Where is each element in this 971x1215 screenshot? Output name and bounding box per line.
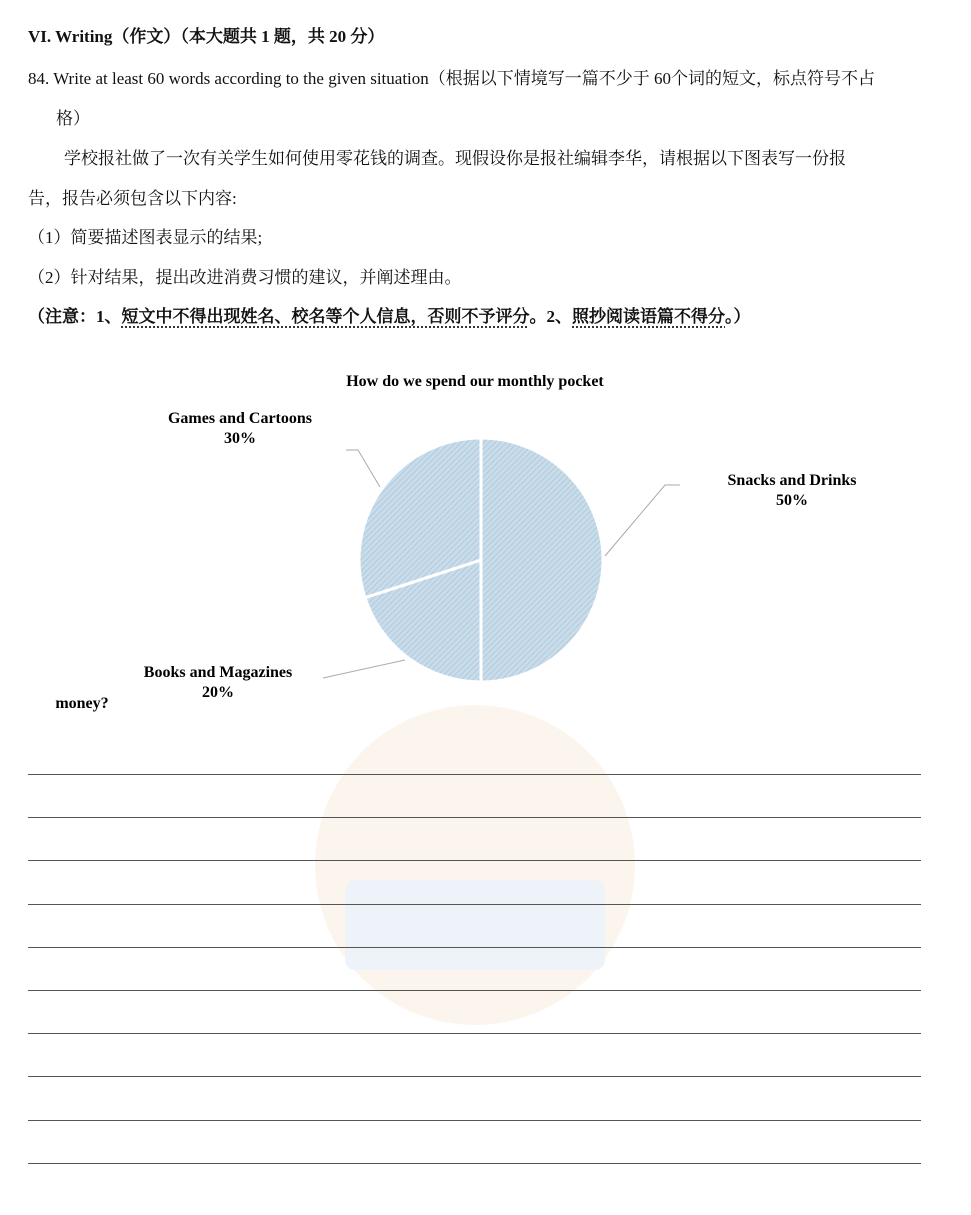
- answer-line[interactable]: [28, 1163, 921, 1164]
- slice-value-games: 30%: [224, 430, 256, 447]
- leader-line-games: [346, 450, 380, 487]
- answer-line[interactable]: [28, 990, 921, 991]
- leader-line-books: [323, 660, 405, 678]
- prompt-line-1: 学校报社做了一次有关学生如何使用零花钱的调查。现假设你是报社编辑李华，请根据以下图表写一份报: [64, 149, 846, 168]
- answer-line[interactable]: [28, 947, 921, 948]
- slice-value-books: 20%: [202, 684, 234, 701]
- note-line: [28, 302, 751, 327]
- watermark-logo: [285, 700, 665, 1030]
- prompt-line-2: 告，报告必须包含以下内容:: [28, 189, 237, 208]
- slice-value-snacks: 50%: [776, 492, 808, 509]
- leader-line-snacks: [605, 485, 680, 556]
- answer-line[interactable]: [28, 1033, 921, 1034]
- note-mid: 。2、: [529, 307, 572, 326]
- answer-line[interactable]: [28, 1076, 921, 1077]
- section-title: VI. Writing（作文）（本大题共 1 题，共 20 分）: [28, 27, 385, 46]
- note-rule-2: 照抄阅读语篇不得分: [572, 307, 725, 326]
- slice-label-snacks: Snacks and Drinks: [727, 472, 857, 489]
- note-rule-1: 短文中不得出现姓名、校名等个人信息，否则不予评分: [121, 307, 530, 326]
- requirement-1: （1）简要描述图表显示的结果;: [28, 228, 263, 247]
- slice-label-books: Books and Magazines: [143, 664, 293, 681]
- slice-label-games: Games and Cartoons: [167, 410, 313, 427]
- answer-line[interactable]: [28, 1120, 921, 1121]
- requirement-2: （2）针对结果，提出改进消费习惯的建议，并阐述理由。: [28, 268, 462, 287]
- note-open: （注意：1、: [28, 307, 122, 326]
- answer-line[interactable]: [28, 860, 921, 861]
- note-close: 。）: [725, 307, 751, 326]
- pie-chart: [0, 360, 971, 730]
- answer-line[interactable]: [28, 904, 921, 905]
- chart-title-continued: money?: [55, 695, 109, 712]
- chart-title: How do we spend our monthly pocket: [346, 373, 604, 390]
- question-line-2: 格）: [56, 109, 90, 128]
- answer-line[interactable]: [28, 774, 921, 775]
- answer-line[interactable]: [28, 817, 921, 818]
- question-line-1: 84. Write at least 60 words according to the given situation（根据以下情境写一篇不少于 60个词的短文，标点符号不占: [28, 69, 876, 88]
- pie-slice-snacks: [481, 438, 603, 682]
